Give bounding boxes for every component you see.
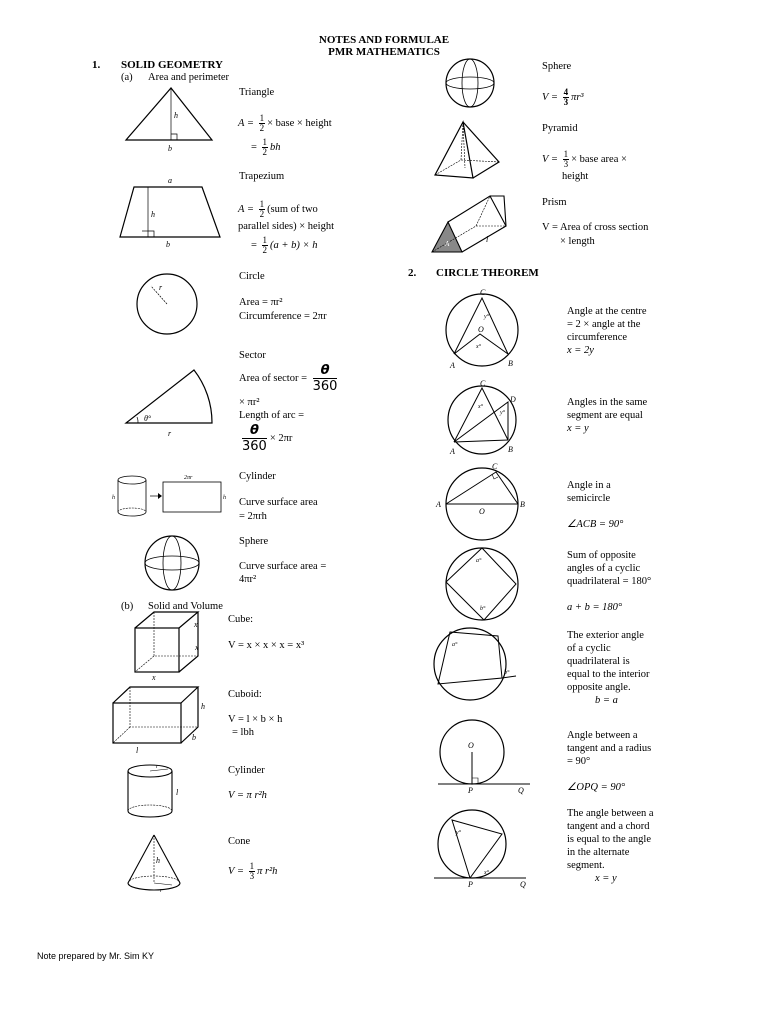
cylinder-area-1: Curve surface area bbox=[239, 497, 318, 508]
sector-arc: Length of arc = bbox=[239, 410, 305, 421]
sphere-area-2: 4πr² bbox=[239, 574, 257, 585]
svg-text:C: C bbox=[480, 379, 486, 388]
sector-diagram bbox=[124, 368, 224, 440]
theorem-semicircle-text: Angle in a semicircle ∠ACB = 90° bbox=[567, 480, 624, 530]
theorem-cyclic-quad-text: Sum of opposite angles of a cyclic quadrilateral = 180° a + b = 180° bbox=[567, 550, 652, 613]
pyramid-diagram bbox=[433, 120, 503, 182]
sphere-area-1: Curve surface area = bbox=[239, 561, 327, 572]
theorem-centre-angle-diagram bbox=[440, 288, 530, 376]
svg-text:θ°: θ° bbox=[144, 414, 152, 423]
svg-text:a°: a° bbox=[452, 642, 458, 648]
pyramid-formula-2: height bbox=[562, 171, 589, 182]
triangle-formula-2: = $\frac{1}{2}$ bh bbox=[251, 137, 281, 157]
svg-text:h: h bbox=[112, 495, 115, 501]
svg-text:A: A bbox=[436, 500, 441, 509]
svg-text:C: C bbox=[492, 462, 498, 471]
cylinder-area-2: = 2πrh bbox=[239, 511, 267, 522]
svg-text:O: O bbox=[478, 325, 484, 334]
part-label-b: (b) bbox=[121, 601, 134, 612]
theorem-same-segment-text: Angles in the same segment are equal x = y bbox=[567, 397, 648, 434]
triangle-diagram bbox=[126, 88, 216, 153]
svg-text:h: h bbox=[151, 210, 155, 219]
theorem-exterior-angle-text: The exterior angle of a cyclic quadrilateral is equal to the interior opposite angle. b = a bbox=[567, 630, 650, 706]
cone-name: Cone bbox=[228, 836, 251, 847]
prism-formula-2: × length bbox=[560, 236, 595, 247]
label-h: h bbox=[174, 111, 178, 120]
cube-name: Cube: bbox=[228, 614, 254, 625]
svg-text:D: D bbox=[510, 395, 516, 404]
part-title: Area and perimeter bbox=[148, 72, 230, 83]
trapezium-formula-3: = $\frac{1}{2}$ (a + b) × h bbox=[251, 235, 318, 255]
cube-diagram bbox=[132, 610, 207, 680]
cube-formula: V = x × x × x = x³ bbox=[228, 640, 305, 651]
prism-diagram bbox=[428, 194, 538, 256]
section2-title: CIRCLE THEOREM bbox=[436, 267, 539, 279]
sphere-b-name: Sphere bbox=[542, 61, 572, 72]
cone-diagram bbox=[124, 833, 194, 895]
svg-text:A: A bbox=[450, 447, 455, 456]
svg-text:r: r bbox=[159, 283, 163, 292]
theorem-exterior-angle-diagram bbox=[430, 624, 526, 706]
trapezium-formula-2: parallel sides) × height bbox=[238, 221, 335, 232]
theorem-centre-angle-text: Angle at the centre = 2 × angle at the circumference x = 2y bbox=[567, 306, 647, 356]
cone-formula: V = $\frac{1}{3}$ π r²h bbox=[228, 861, 278, 881]
theorem-alternate-segment-diagram bbox=[430, 808, 530, 890]
sphere-diagram bbox=[140, 535, 206, 591]
prism-name: Prism bbox=[542, 197, 567, 208]
trapezium-name: Trapezium bbox=[239, 171, 285, 182]
svg-text:O: O bbox=[479, 507, 485, 516]
cylinder-b-formula: V = π r²h bbox=[228, 790, 267, 801]
cuboid-formula-1: V = l × b × h bbox=[228, 714, 283, 725]
sphere-name: Sphere bbox=[239, 536, 269, 547]
cuboid-formula-2: = lbh bbox=[232, 727, 254, 738]
sphere-volume-diagram bbox=[444, 58, 500, 110]
svg-text:h: h bbox=[223, 495, 226, 501]
svg-text:l: l bbox=[176, 788, 179, 797]
svg-text:x: x bbox=[152, 673, 156, 682]
section-number: 1. bbox=[92, 59, 101, 71]
sector-name: Sector bbox=[239, 350, 266, 361]
svg-text:x°: x° bbox=[476, 344, 482, 350]
svg-text:x°: x° bbox=[478, 404, 484, 410]
cylinder-name: Cylinder bbox=[239, 471, 276, 482]
page-title: NOTES AND FORMULAE bbox=[318, 34, 450, 46]
footer-note: Note prepared by Mr. Sim KY bbox=[37, 951, 155, 961]
pyramid-name: Pyramid bbox=[542, 123, 578, 134]
svg-text:a: a bbox=[168, 176, 172, 185]
cylinder-diagram bbox=[124, 763, 194, 821]
pyramid-formula-1: V = $\frac{1}{3}$ × base area × bbox=[542, 149, 627, 169]
svg-text:l: l bbox=[136, 746, 139, 755]
svg-text:B: B bbox=[508, 445, 513, 454]
svg-text:C: C bbox=[480, 288, 486, 297]
cuboid-diagram bbox=[110, 685, 210, 755]
svg-text:r: r bbox=[156, 764, 159, 770]
svg-text:2πr: 2πr bbox=[184, 475, 193, 481]
cuboid-name: Cuboid: bbox=[228, 689, 262, 700]
svg-text:h: h bbox=[201, 702, 205, 711]
svg-text:O: O bbox=[468, 741, 474, 750]
triangle-formula-1: A = $\frac{1}{2}$ × base × height bbox=[238, 113, 332, 133]
theorem-cyclic-quad-diagram bbox=[440, 544, 530, 624]
theorem-same-segment-diagram bbox=[440, 380, 530, 460]
theorem-alternate-segment-text: The angle between a tangent and a chord is equal to the angle in the alternate segment. x = y bbox=[567, 808, 654, 884]
svg-text:b: b bbox=[166, 240, 170, 249]
svg-text:h: h bbox=[156, 856, 160, 865]
svg-text:a°: a° bbox=[476, 558, 482, 564]
svg-text:A: A bbox=[445, 240, 450, 248]
theorem-tangent-radius-text: Angle between a tangent and a radius = 90° ∠OPQ = 90° bbox=[567, 730, 652, 793]
svg-text:b°: b° bbox=[480, 606, 486, 612]
sector-area-b: × πr² bbox=[239, 397, 260, 408]
cylinder-net-diagram bbox=[112, 474, 242, 519]
svg-text:B: B bbox=[520, 500, 525, 509]
svg-text:y°: y° bbox=[500, 410, 506, 416]
circle-diagram bbox=[135, 272, 205, 337]
svg-text:A: A bbox=[450, 361, 455, 370]
trapezium-diagram bbox=[118, 175, 228, 250]
svg-text:y°: y° bbox=[456, 830, 462, 836]
circle-name: Circle bbox=[239, 271, 265, 282]
theorem-semicircle-diagram bbox=[434, 462, 530, 548]
svg-text:x: x bbox=[194, 620, 198, 629]
sphere-b-formula: V = $\frac{4}{3}$ πr³ bbox=[542, 87, 584, 107]
prism-formula-1: V = Area of cross section bbox=[542, 222, 649, 233]
svg-text:Q: Q bbox=[518, 786, 524, 795]
svg-text:b: b bbox=[192, 733, 196, 742]
svg-text:x: x bbox=[195, 643, 199, 652]
svg-text:P: P bbox=[468, 880, 473, 889]
svg-text:y°: y° bbox=[484, 314, 490, 320]
cylinder-b-name: Cylinder bbox=[228, 765, 265, 776]
circle-area: Area = πr² bbox=[239, 297, 283, 308]
section2-number: 2. bbox=[408, 267, 417, 279]
svg-text:x°: x° bbox=[484, 870, 490, 876]
label-b: b bbox=[168, 144, 172, 153]
svg-text:l: l bbox=[486, 235, 489, 244]
page-subtitle: PMR MATHEMATICS bbox=[328, 46, 440, 58]
sector-area: Area of sector = $\frac{\theta}{360}$ bbox=[239, 363, 338, 394]
part-title-b: Solid and Volume bbox=[148, 601, 223, 612]
svg-text:b°: b° bbox=[504, 670, 510, 676]
theorem-tangent-radius-diagram bbox=[434, 716, 534, 796]
part-label: (a) bbox=[121, 72, 133, 83]
section-title: SOLID GEOMETRY bbox=[121, 59, 223, 71]
triangle-name: Triangle bbox=[239, 87, 275, 98]
svg-text:Q: Q bbox=[520, 880, 526, 889]
svg-text:r: r bbox=[160, 888, 163, 894]
svg-text:P: P bbox=[468, 786, 473, 795]
circle-circumference: Circumference = 2πr bbox=[239, 311, 327, 322]
svg-text:r: r bbox=[168, 429, 172, 438]
svg-text:B: B bbox=[508, 359, 513, 368]
trapezium-formula-1: A = $\frac{1}{2}$ (sum of two bbox=[238, 199, 318, 219]
sector-arc-b: $\frac{\theta}{360}$ × 2πr bbox=[242, 423, 293, 454]
